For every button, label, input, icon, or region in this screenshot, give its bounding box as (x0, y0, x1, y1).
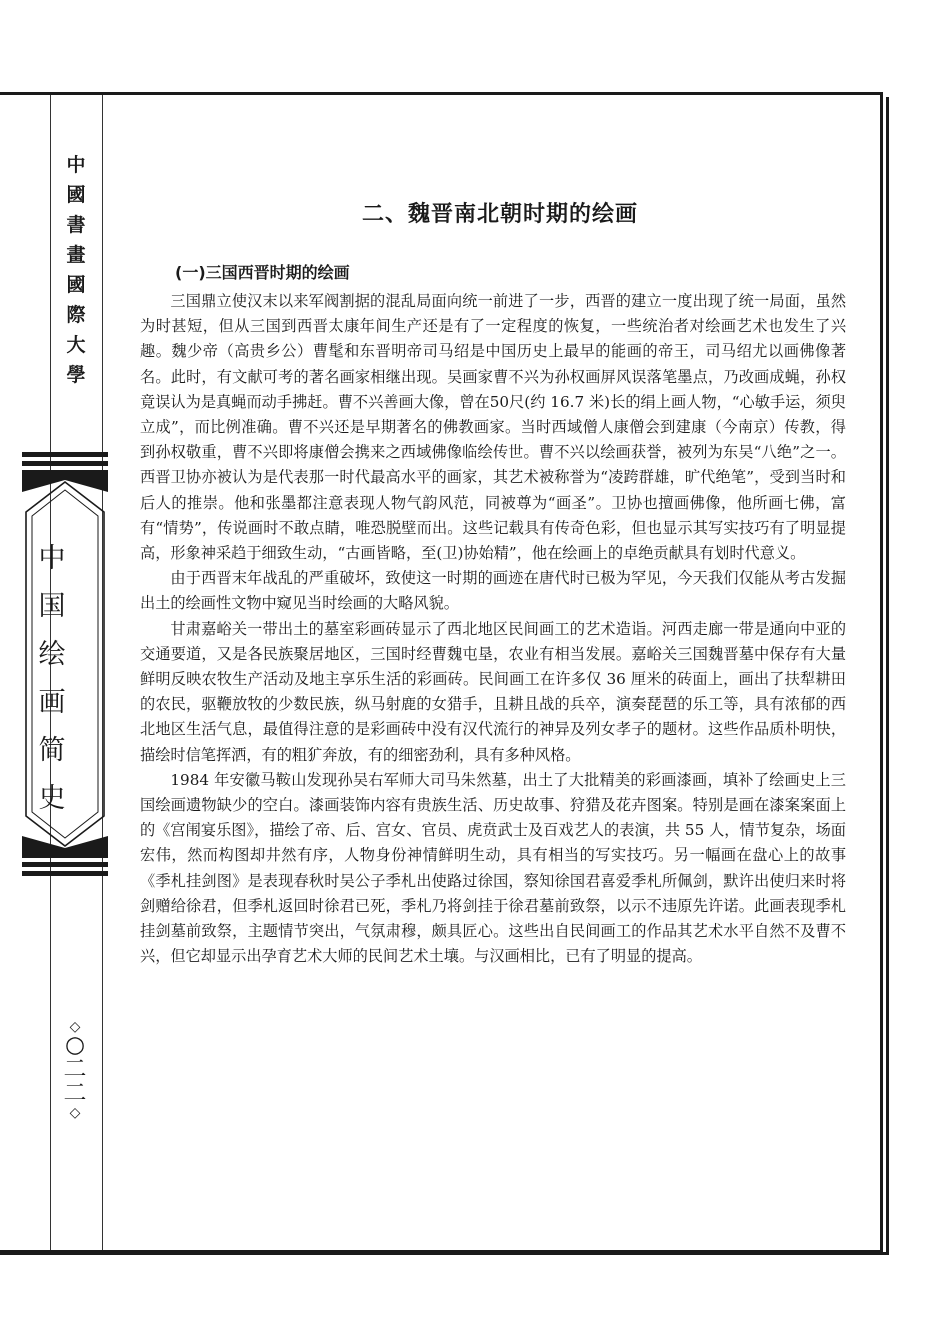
book-title-char: 国 (38, 591, 66, 622)
section-heading: 二、魏晋南北朝时期的绘画 (361, 202, 638, 227)
page-number-char: 二 (63, 1056, 87, 1082)
page-number-marker-bottom: ◇ (69, 1105, 81, 1121)
school-char: 國 (66, 274, 86, 296)
section-subheading: (一)三国西晋时期的绘画 (175, 263, 350, 282)
book-title-char: 绘 (38, 639, 66, 670)
school-char: 學 (66, 364, 86, 386)
book-title-char: 史 (38, 783, 66, 814)
paragraph: 三国鼎立使汉末以来军阀割据的混乱局面向统一前进了一步，西晋的建立一度出现了统一局面，虽然为时甚短，但从三国到西晋太康年间生产还是有了一定程度的恢复，一些统治者对绘画艺术也发生了兴趣。魏少帝（高贵乡公）曹髦和东晋明帝司马绍是中国历史上最早的能画的帝王，司马绍尤以画佛像著名。此时，有文献可考的著名画家相继出现。吴画家曹不兴为孙权画屏风误落笔墨点，乃改画成蝇，孙权竟误认为是真蝇而动手拂赶。曹不兴善画大像，曾在50尺(约 16.7 米)长的绢上画人物，“心敏手运，须臾立成”，而比例准确。曹不兴还是早期著名的佛教画家。当时西域僧人康僧会到建康（今南京）传教，得到孙权敬重，曹不兴即将康僧会携来之西域佛像临绘传世。曹不兴以绘画获誉，被列为东吴“八绝”之一。西晋卫协亦被认为是代表那一时代最高水平的画家，其艺术被称誉为“凌跨群雄，旷代绝笔”，受到当时和后人的推崇。他和张墨都注意表现人物气韵风范，同被尊为“画圣”。卫协也擅画佛像，他所画七佛，富有“情势”，传说画时不敢点睛，唯恐脱壁而出。这些记载具有传奇色彩，但也显示其写实技巧有了明显提高，形象神采趋于细致生动，“古画皆略，至(卫)协始精”，他在绘画上的卓绝贡献具有划时代意义。 (140, 292, 846, 563)
page-number-marker-top: ◇ (69, 1019, 81, 1035)
school-char: 中 (66, 154, 86, 176)
book-title-char: 中 (38, 543, 66, 574)
school-char: 大 (66, 334, 86, 356)
school-char: 書 (66, 214, 86, 236)
paragraph: 由于西晋末年战乱的严重破坏，致使这一时期的画迹在唐代时已极为罕见，今天我们仅能从考古发掘出土的绘画性文物中窥见当时绘画的大略风貌。 (140, 569, 846, 613)
book-title-char: 画 (38, 687, 66, 718)
book-title-char: 简 (38, 735, 66, 766)
school-name (62, 150, 90, 390)
paragraph: 甘肃嘉峪关一带出土的墓室彩画砖显示了西北地区民间画工的艺术造诣。河西走廊一带是通向中亚的交通要道，又是各民族聚居地区，三国时经曹魏屯垦，农业有相当发展。嘉峪关三国魏晋墓中保存有大量鲜明反映农牧生产活动及地主享乐生活的彩画砖。民间画工在许多仅 36 厘米的砖面上，画出了扶犁耕田的农民，驱鞭放牧的少数民族，纵马射鹿的女猎手，且耕且战的兵卒，演奏琵琶的乐工等，具有浓郁的西北地区生活气息，最值得注意的是彩画砖中没有汉代流行的神异及列女孝子的题材。这些作品质朴明快，描绘时信笔挥洒，有的粗犷奔放，有的细密劲利，具有多种风格。 (140, 619, 846, 764)
page-number-char: ○ (64, 1032, 86, 1058)
page-number (60, 1020, 90, 1120)
body-text (140, 289, 846, 969)
paragraph: 1984 年安徽马鞍山发现孙吴右军师大司马朱然墓，出土了大批精美的彩画漆画，填补了绘画史上三国绘画遗物缺少的空白。漆画装饰内容有贵族生活、历史故事、狩猎及花卉图案。特别是画在漆案案面上的《宫闱宴乐图》，描绘了帝、后、宫女、官员、虎贲武士及百戏艺人的表演，共 55 人，情节复杂，场面宏伟，然而构图却井然有序，人物身份神情鲜明生动，具有相当的写实技巧。另一幅画在盘心上的故事《季札挂剑图》是表现春秋时吴公子季札出使路过徐国，察知徐国君喜爱季札所佩剑，默许出使归来时将剑赠给徐君，但季札返回时徐君已死，季札乃将剑挂于徐君墓前致祭，以示不违原先许诺。此画表现季札挂剑墓前致祭，主题情节突出，气氛肃穆，颇具匠心。这些出自民间画工的作品其艺术水平自然不及曹不兴，但它却显示出孕育艺术大师的民间艺术土壤。与汉画相比，已有了明显的提高。 (140, 770, 846, 966)
school-char: 畫 (66, 244, 86, 266)
page-number-digits (60, 1034, 90, 1106)
school-char: 際 (66, 304, 86, 326)
school-char: 國 (66, 184, 86, 206)
book-title (22, 535, 82, 823)
page-number-char: 二 (63, 1080, 87, 1106)
